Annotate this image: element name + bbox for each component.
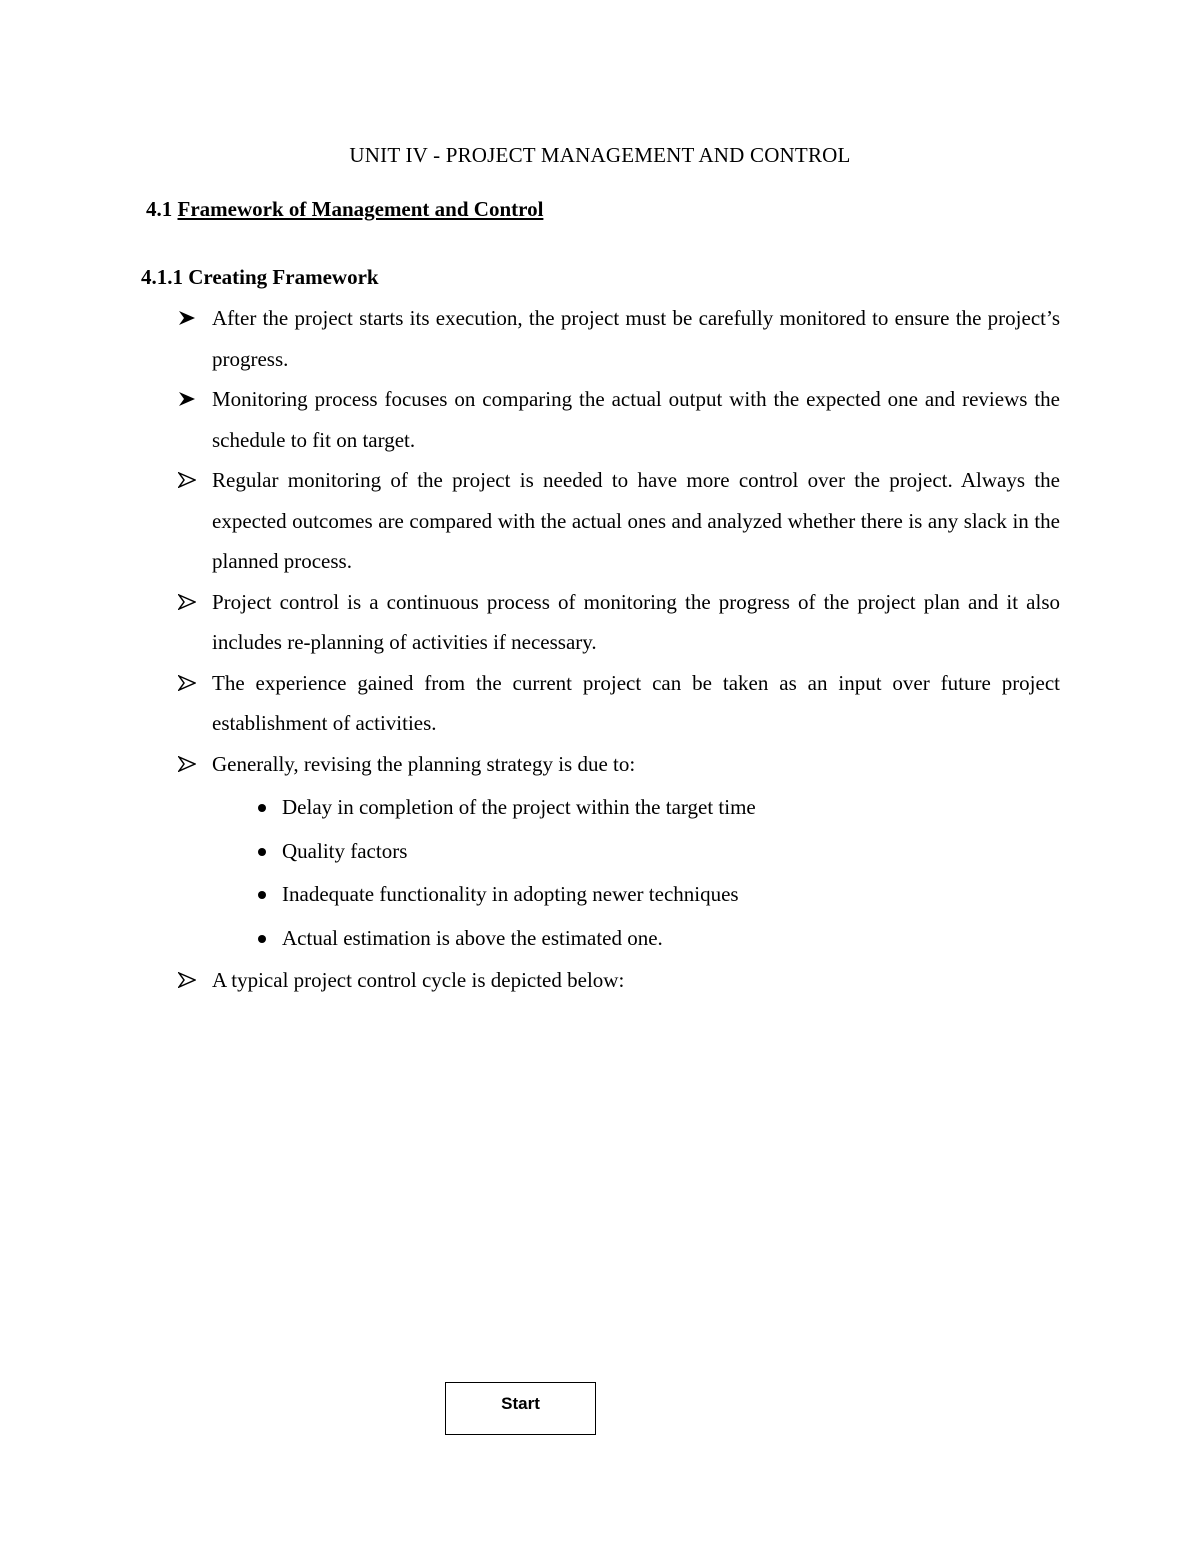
- sub-list-item-text: Quality factors: [282, 838, 408, 863]
- sub-list-item-text: Delay in completion of the project within the target time: [282, 795, 756, 819]
- dot-bullet-icon: [258, 935, 266, 943]
- list-item: [170, 582, 1060, 663]
- section-number: 4.1: [146, 197, 173, 221]
- arrow-bullet-icon: [178, 744, 198, 772]
- section-title: Framework of Management and Control: [177, 197, 544, 221]
- arrow-bullet-icon: [178, 582, 198, 610]
- list-item: [170, 460, 1060, 582]
- subsection-heading: 4.1.1 Creating Framework: [141, 265, 379, 289]
- dot-bullet-icon: [258, 848, 266, 856]
- list-item: [170, 744, 1060, 961]
- list-item: [170, 379, 1060, 460]
- list-item-text: After the project starts its execution, the project must be carefully monitored to ensure the project’s progress.: [212, 306, 1060, 371]
- bullet-list: [170, 298, 1060, 1001]
- sub-list-item: [212, 917, 1060, 961]
- arrow-bullet-icon: [178, 298, 198, 326]
- sub-list-item-text: Inadequate functionality in adopting newer techniques: [282, 882, 739, 906]
- diagram-start-box: Start: [445, 1382, 596, 1435]
- arrow-bullet-icon: [178, 379, 198, 407]
- list-item-text: Generally, revising the planning strategy is due to:: [212, 751, 636, 776]
- list-item: [170, 663, 1060, 744]
- sub-list-item: [212, 873, 1060, 917]
- list-item-text: Project control is a continuous process of monitoring the progress of the project plan and it also includes re-planning of activities if necessary.: [212, 589, 1060, 654]
- sub-bullet-list: [212, 786, 1060, 960]
- section-heading: [146, 197, 543, 222]
- sub-list-item: [212, 830, 1060, 874]
- list-item-text: Regular monitoring of the project is needed to have more control over the project. Always the expected outcomes are compared with the actual ones and analyzed whether there is any slack in the planned process.: [212, 468, 1060, 573]
- list-item: [170, 960, 1060, 1001]
- list-item: [170, 298, 1060, 379]
- dot-bullet-icon: [258, 891, 266, 899]
- dot-bullet-icon: [258, 804, 266, 812]
- arrow-bullet-icon: [178, 663, 198, 691]
- sub-list-item: [212, 786, 1060, 830]
- list-item-text: A typical project control cycle is depicted below:: [212, 968, 625, 992]
- list-item-text: The experience gained from the current project can be taken as an input over future project establishment of activities.: [212, 670, 1060, 735]
- arrow-bullet-icon: [178, 960, 198, 988]
- list-item-text: Monitoring process focuses on comparing the actual output with the expected one and reviews the schedule to fit on target.: [212, 387, 1060, 452]
- sub-list-item-text: Actual estimation is above the estimated one.: [282, 925, 663, 950]
- arrow-bullet-icon: [178, 460, 198, 488]
- unit-title: UNIT IV - PROJECT MANAGEMENT AND CONTROL: [349, 143, 851, 167]
